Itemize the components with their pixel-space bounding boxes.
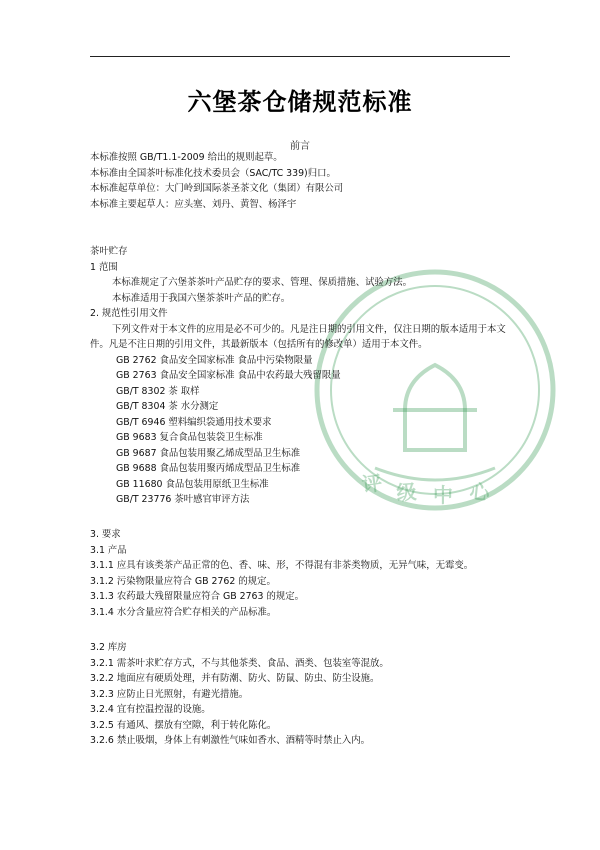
s1-heading: 1 范围 — [90, 261, 118, 273]
s1-line: 本标准规定了六堡茶茶叶产品贮存的要求、管理、保质措施、试验方法。 — [112, 277, 413, 288]
s3-heading: 3. 要求 — [90, 529, 121, 540]
svg-text:中: 中 — [433, 483, 453, 507]
preface-line: 本标准主要起草人：应头塞、刘丹、黄智、杨泽宇 — [90, 198, 297, 210]
s3-item: 3.1.1 应具有该类茶产品正常的色、香、味、形，不得混有非茶类物质，无异气味，无霉变。 — [90, 560, 474, 571]
reference-item: GB/T 8304 茶 水分测定 — [116, 401, 219, 412]
reference-item: GB/T 8302 茶 取样 — [116, 385, 200, 397]
reference-item: GB/T 23776 茶叶感官审评方法 — [116, 494, 250, 505]
s3-item2: 3.2.6 禁止吸烟，身体上有刺激性气味如香水、酒精等时禁止入内。 — [90, 735, 370, 746]
s3-item2: 3.2.4 宜有控温控湿的设施。 — [90, 704, 211, 715]
preface-line: 本标准由全国茶叶标准化技术委员会（SAC/TC 339)归口。 — [90, 167, 336, 179]
reference-item: GB 9687 食品包装用聚乙烯成型品卫生标准 — [116, 447, 301, 459]
s3-item2: 3.2.3 应防止日光照射，有避光措施。 — [90, 688, 249, 700]
preface-heading: 前言 — [290, 141, 310, 152]
section-heading: 茶叶贮存 — [90, 246, 128, 257]
s3-item: 3.1.4 水分含量应符合贮存相关的产品标准。 — [90, 606, 277, 618]
reference-item: GB 9688 食品包装用聚丙烯成型品卫生标准 — [116, 463, 301, 474]
svg-text:评: 评 — [360, 470, 384, 497]
s3-item2: 3.2.5 有通风、摆放有空隙，利于转化陈化。 — [90, 719, 277, 731]
document-title: 六堡茶仓储规范标准 — [187, 88, 413, 116]
svg-text:级: 级 — [395, 479, 418, 505]
svg-text:心: 心 — [468, 479, 491, 506]
s3-item2: 3.2.2 地面应有硬质处理，并有防潮、防火、防鼠、防虫、防尘设施。 — [90, 673, 380, 684]
section-requirements — [90, 527, 530, 620]
reference-item: GB/T 6946 塑料编织袋通用技术要求 — [116, 416, 272, 428]
preface-block — [90, 150, 530, 212]
section-warehouse — [90, 640, 530, 749]
preface-line: 本标准按照 GB/T1.1-2009 给出的规则起草。 — [90, 152, 283, 163]
s3-item2: 3.2.1 需茶叶求贮存方式，不与其他茶类、食品、酒类、包装室等混放。 — [90, 657, 389, 669]
section-storage — [90, 244, 530, 508]
s3-item: 3.1.2 污染物限量应符合 GB 2762 的规定。 — [90, 575, 276, 587]
reference-item: GB 2763 食品安全国家标准 食品中农药最大残留限量 — [116, 370, 341, 381]
preface-line: 本标准起草单位：大门岭到国际茶圣茶文化（集团）有限公司 — [90, 183, 344, 194]
s1-line: 本标准适用于我国六堡茶茶叶产品的贮存。 — [112, 292, 291, 304]
s2-intro: 下列文件对于本文件的应用是必不可少的。凡是注日期的引用文件，仅注日期的版本适用于本文件。凡是不注日期的引用文件，其最新版本（包括所有的修改单）适用于本文件。 — [90, 323, 506, 350]
reference-item: GB 11680 食品包装用原纸卫生标准 — [116, 478, 269, 490]
s3-sub1: 3.1 产品 — [90, 544, 127, 556]
s3-sub2: 3.2 库房 — [90, 642, 127, 653]
reference-item: GB 9683 复合食品包装袋卫生标准 — [116, 432, 263, 443]
s3-item: 3.1.3 农药最大残留限量应符合 GB 2763 的规定。 — [90, 591, 304, 602]
header-rule — [90, 56, 510, 57]
reference-item: GB 2762 食品安全国家标准 食品中污染物限量 — [116, 354, 313, 366]
s2-heading: 2. 规范性引用文件 — [90, 308, 168, 319]
